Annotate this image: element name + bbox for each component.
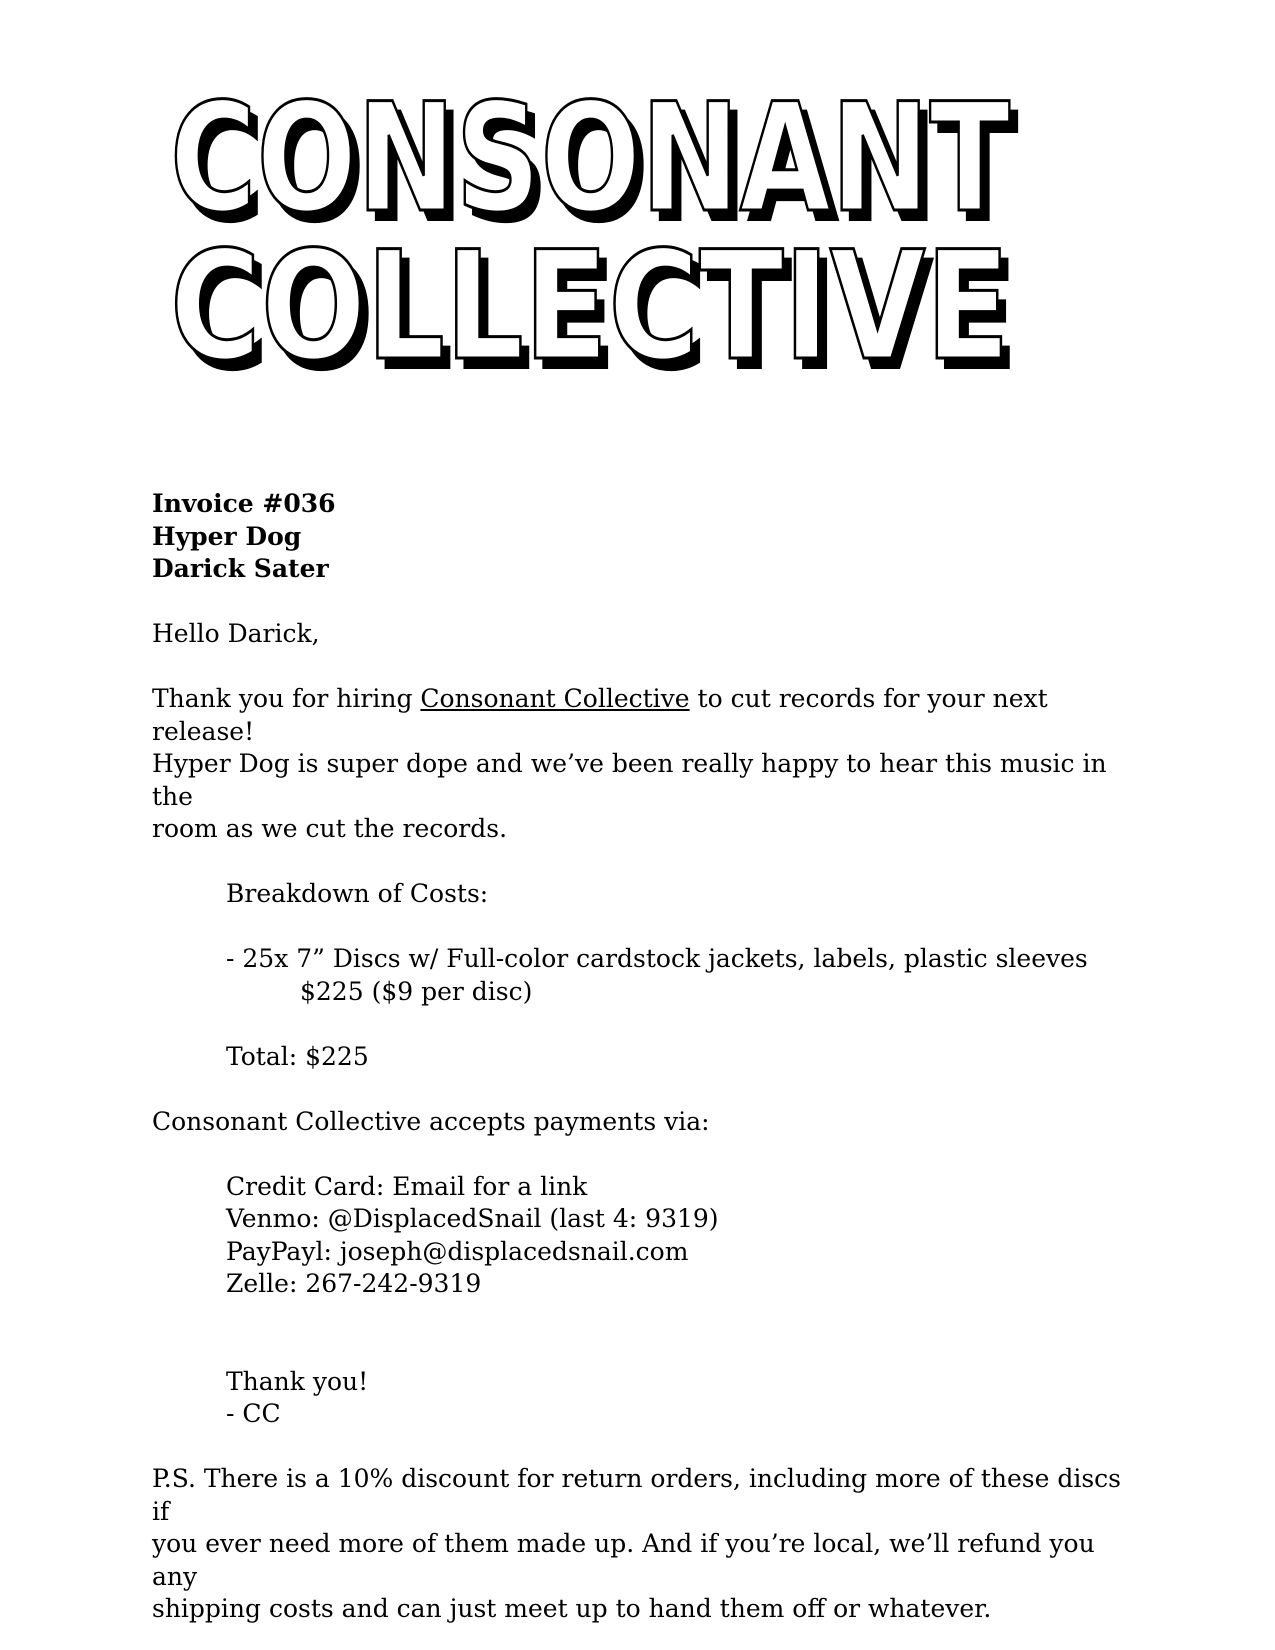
client-name: Darick Sater [152, 554, 329, 583]
logo-line1: CONSONANT [170, 92, 1010, 246]
invoice-letter [152, 488, 1142, 1626]
payment-zelle: Zelle: 267-242-9319 [226, 1269, 482, 1298]
ps-line-1: P.S. There is a 10% discount for return orders, including more of these discs if [152, 1464, 1121, 1526]
intro-line-1 [152, 683, 1142, 748]
signoff-thanks: Thank you! [226, 1366, 369, 1396]
intro-line-3: room as we cut the records. [152, 814, 508, 843]
ps-line-3: shipping costs and can just meet up to hand them off or whatever. [152, 1594, 992, 1623]
intro-text: Thank you for hiring [152, 684, 421, 713]
cost-item-price: $225 ($9 per disc) [300, 976, 533, 1006]
logo-line2-shadow: COLLECTIVE [178, 230, 1018, 392]
logo-line2: COLLECTIVE [170, 220, 1010, 392]
payment-credit-card: Credit Card: Email for a link [226, 1171, 588, 1201]
payment-venmo: Venmo: @DisplacedSnail (last 4: 9319) [226, 1204, 719, 1233]
consonant-collective-link[interactable]: Consonant Collective [420, 684, 690, 713]
greeting: Hello Darick, [152, 619, 320, 648]
signoff-signature: - CC [226, 1399, 281, 1428]
invoice-number: Invoice #036 [152, 489, 336, 518]
cost-total: Total: $225 [226, 1041, 369, 1071]
band-name: Hyper Dog [152, 521, 302, 551]
payment-paypal: PayPayl: joseph@displacedsnail.com [226, 1236, 689, 1266]
intro-text-end: to cut records for your next release! [152, 684, 1048, 746]
costs-heading: Breakdown of Costs: [226, 879, 489, 908]
consonant-collective-logo [170, 92, 1070, 392]
cost-item: - 25x 7” Discs w/ Full-color cardstock jackets, labels, plastic sleeves [226, 944, 1088, 973]
payments-heading: Consonant Collective accepts payments via: [152, 1106, 710, 1136]
ps-line-2: you ever need more of them made up. And if you’re local, we’ll refund you any [152, 1529, 1095, 1591]
intro-line-2: Hyper Dog is super dope and we’ve been really happy to hear this music in the [152, 749, 1107, 811]
logo-line1-shadow: CONSONANT [178, 92, 1018, 256]
